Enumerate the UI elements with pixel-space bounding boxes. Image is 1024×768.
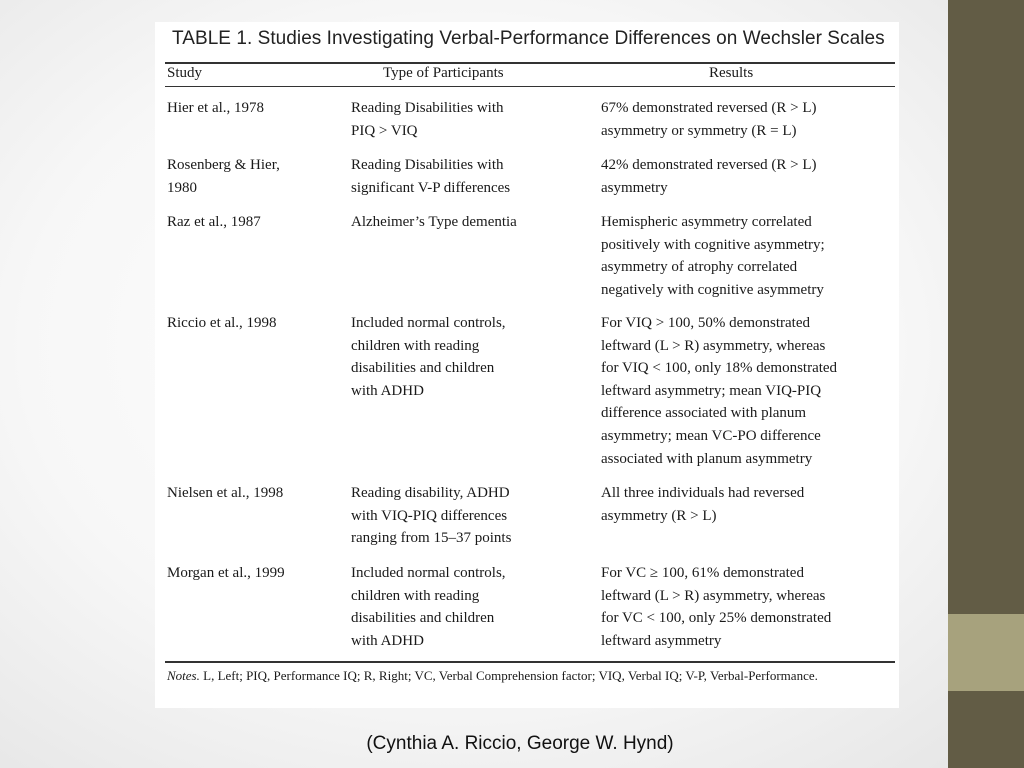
table-top-rule [165, 62, 895, 64]
row-5-results: All three individuals had reversed asymmetry (R > L) [601, 485, 805, 524]
header-type-of-participants: Type of Participants [383, 65, 504, 81]
row-5-study: Nielsen et al., 1998 [167, 485, 284, 501]
header-results: Results [709, 65, 754, 81]
table-title: TABLE 1. Studies Investigating Verbal-Performance Differences on Wechsler Scales [172, 28, 885, 49]
row-1-study: Hier et al., 1978 [167, 100, 265, 116]
table-notes [167, 665, 895, 686]
row-4-type: Included normal controls, children with reading disabilities and children with ADHD [351, 315, 506, 399]
row-1-type: Reading Disabilities with PIQ > VIQ [351, 100, 504, 139]
table-bottom-rule [165, 661, 895, 663]
table-image [155, 22, 899, 708]
row-4-study: Riccio et al., 1998 [167, 315, 277, 331]
slide-side-accent [948, 614, 1024, 691]
row-2-type: Reading Disabilities with significant V-P differences [351, 157, 511, 196]
slide-caption: (Cynthia A. Riccio, George W. Hynd) [366, 733, 674, 754]
row-3-results: Hemispheric asymmetry correlated positively with cognitive asymmetry; asymmetry of atrophy correlated negatively with cognitive asymmetry [601, 214, 825, 298]
row-3-study: Raz et al., 1987 [167, 214, 261, 230]
row-3-type: Alzheimer’s Type dementia [351, 214, 517, 230]
row-2-study: Rosenberg & Hier, 1980 [167, 157, 280, 196]
notes-label: Notes. [167, 668, 200, 683]
row-6-study: Morgan et al., 1999 [167, 565, 285, 581]
notes-text: L, Left; PIQ, Performance IQ; R, Right; VC, Verbal Comprehension factor; VIQ, Verbal IQ; V-P, Verbal-Performance. [199, 668, 818, 683]
row-4-results: For VIQ > 100, 50% demonstrated leftward (L > R) asymmetry, whereas for VIQ < 100, only 18% demonstrated leftward asymmetry; mean VIQ-PIQ difference associated with planum asymmetry; mean VC-PO difference associated with planum asymmetry [601, 315, 838, 467]
row-1-results: 67% demonstrated reversed (R > L) asymmetry or symmetry (R = L) [601, 100, 817, 139]
row-6-results: For VC ≥ 100, 61% demonstrated leftward (L > R) asymmetry, whereas for VC < 100, only 25% demonstrated leftward asymmetry [601, 565, 832, 649]
table-header-rule [165, 86, 895, 87]
header-study: Study [167, 65, 203, 81]
row-2-results: 42% demonstrated reversed (R > L) asymmetry [601, 157, 817, 196]
row-6-type: Included normal controls, children with reading disabilities and children with ADHD [351, 565, 506, 649]
row-5-type: Reading disability, ADHD with VIQ-PIQ differences ranging from 15–37 points [351, 485, 512, 547]
